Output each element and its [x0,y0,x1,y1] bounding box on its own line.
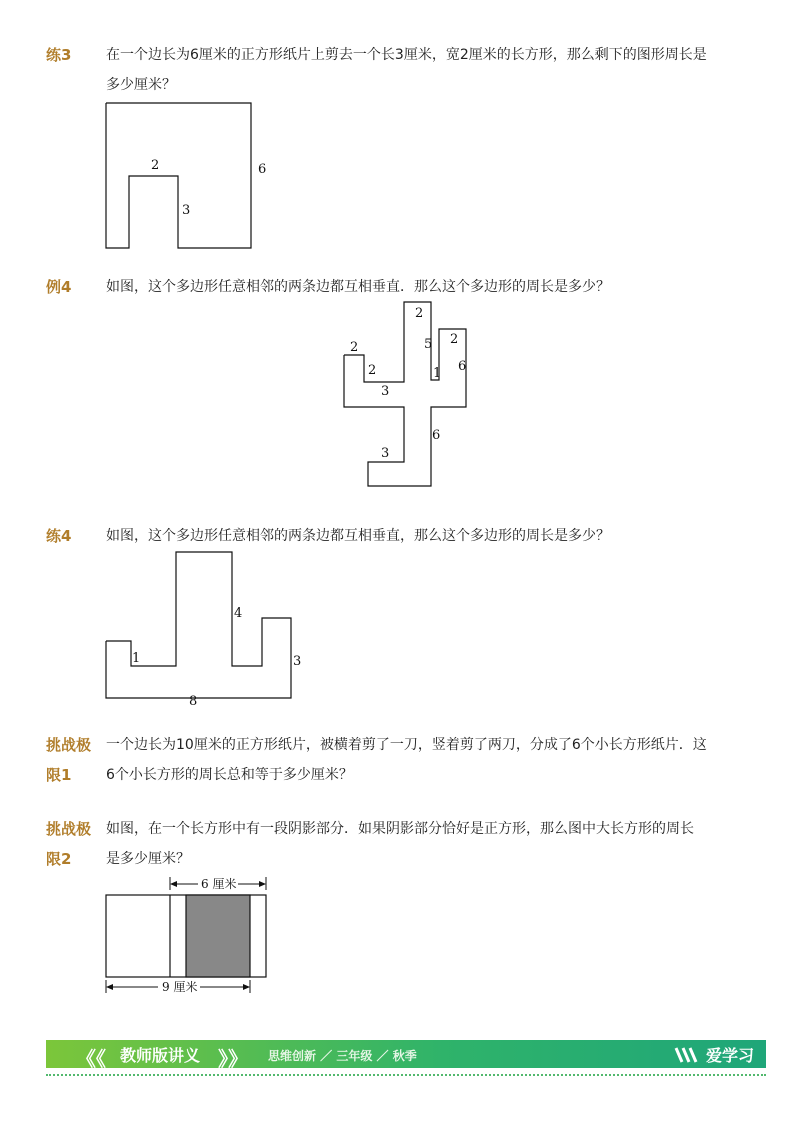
problem-tag: 例4 [46,278,72,296]
problem-tag-line: 挑战极 [46,820,92,838]
brand-logo [674,1043,754,1066]
label-b: 4 [234,606,243,621]
problem-line: 多少厘米？ [106,77,176,93]
label-side: 6 [258,162,267,177]
label-6: 1 [433,366,442,381]
label-bottom-dim: 9 厘米 [162,980,198,994]
figure-shaded-rect [100,872,280,1006]
problem-tag: 练4 [46,527,72,545]
label-c: 3 [293,654,302,669]
footer-title: 教师版讲义 [120,1046,201,1065]
problem-line: 如图，这个多边形任意相邻的两条边都互相垂直，那么这个多边形的周长是多少？ [106,528,610,544]
label-1: 2 [350,340,359,355]
label-top-dim: 6 厘米 [201,877,237,891]
square-outline [106,103,251,248]
problem-line: 6个小长方形的周长总和等于多少厘米？ [106,767,353,783]
cactus-outline [344,302,466,486]
problem-text [106,814,746,874]
problem-tag-line: 限1 [46,766,72,784]
arrow-head [243,984,250,990]
problem-line: 一个边长为10厘米的正方形纸片，被横着剪了一刀，竖着剪了两刀，分成了6个小长方形纸片．这 [106,737,707,753]
problem-text [106,40,746,100]
label-2: 2 [368,363,377,378]
footer-subtitle: 思维创新 ／ 三年级 ／ 秋季 [268,1049,417,1063]
shaded-square [186,895,250,977]
label-d: 8 [189,694,198,709]
label-depth: 3 [182,203,191,218]
label-9: 6 [432,428,441,443]
chevron-left-icon: 《《 [76,1047,106,1071]
figure-steps [100,545,320,719]
problem-tag [46,730,106,790]
problem-line: 如图，这个多边形任意相邻的两条边都互相垂直．那么这个多边形的周长是多少？ [106,279,610,295]
arrow-head [106,984,113,990]
footer-banner [46,1040,766,1071]
label-3: 3 [381,384,390,399]
problem-line: 在一个边长为6厘米的正方形纸片上剪去一个长3厘米，宽2厘米的长方形，那么剩下的图形周长是 [106,47,707,63]
problem-tag: 练3 [46,46,72,64]
brand-name: 爱学习 [705,1046,754,1065]
arrow-head [259,881,266,887]
label-4: 2 [415,306,424,321]
problem-line: 是多少厘米？ [106,851,190,867]
brand-icon [674,1046,702,1064]
problem-tag-line: 挑战极 [46,736,92,754]
figure-square-notch [100,95,280,259]
footer-dotted-rule [46,1074,766,1076]
label-7: 2 [450,332,459,347]
chevron-right-icon: 》》 [218,1047,248,1071]
problem-line: 如图，在一个长方形中有一段阴影部分．如果阴影部分恰好是正方形，那么图中大长方形的周长 [106,821,694,837]
label-a: 1 [132,651,141,666]
label-8: 6 [458,359,467,374]
steps-outline [106,552,291,698]
problem-tag [46,814,106,874]
figure-cactus [330,295,490,499]
label-top: 2 [151,158,160,173]
label-10: 3 [381,446,390,461]
problem-tag-line: 限2 [46,850,72,868]
label-5: 5 [424,337,433,352]
problem-text [106,730,746,790]
arrow-head [170,881,177,887]
